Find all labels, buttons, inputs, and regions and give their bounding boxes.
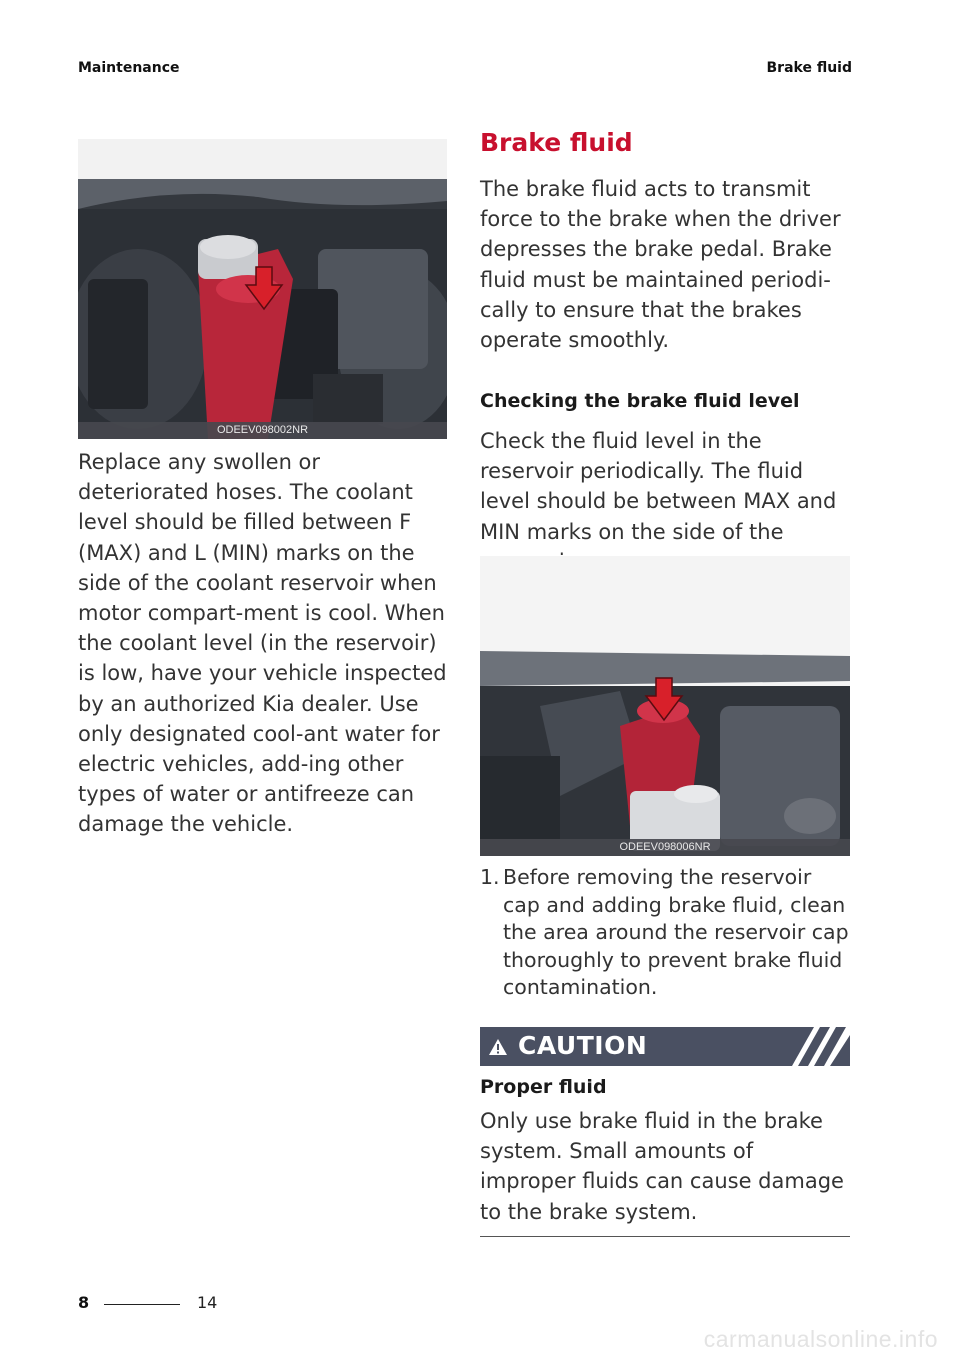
step-number: 1. — [480, 865, 500, 889]
footer-section-number: 8 — [78, 1293, 90, 1312]
intro-paragraph: The brake fluid acts to transmit force to the brake when the driver depresses the brake pedal. Brake fluid must be maintained periodi-cally to ensure that the brakes operate smoothly. — [480, 177, 841, 353]
watermark: carmanualsonline.info — [703, 1326, 938, 1352]
footer-page-number: 14 — [197, 1293, 218, 1312]
coolant-reservoir-photo — [78, 139, 447, 439]
warning-triangle-icon — [488, 1038, 508, 1056]
check-paragraph: Check the fluid level in the reservoir periodically. The fluid level should be between MAX and MIN marks on the side of the — [480, 429, 837, 544]
header-chapter: Maintenance — [78, 60, 180, 76]
red-down-arrow-icon — [644, 676, 684, 722]
steps-list — [480, 864, 852, 1002]
caution-text: Only use brake fluid in the brake system. Small amounts of improper fluids can cause damage to the brake system. — [480, 1109, 844, 1224]
caution-banner — [480, 1027, 850, 1066]
photo-caption: ODEEV098002NR — [78, 422, 447, 439]
step-text: Before removing the reservoir cap and adding brake fluid, clean the area around the reservoir cap thoroughly to prevent brake fluid contamination. — [503, 865, 849, 999]
footer-divider — [104, 1304, 180, 1305]
photo-caption: ODEEV098006NR — [480, 839, 850, 856]
red-down-arrow-icon — [244, 265, 284, 311]
brake-reservoir-photo — [480, 556, 850, 856]
caution-label: CAUTION — [518, 1031, 648, 1060]
coolant-paragraph: Replace any swollen or deteriorated hoses. The coolant level should be filled between F (MAX) and L (MIN) marks on the side of the coolant reservoir when motor compart-ment is cool. When the coolant level (in the reservoir) is low, have your vehicle inspected by an authorized Kia dealer. Use only designated cool-ant water for electric vehicles, add-ing other types of water or antifreeze can damage the vehicle. — [78, 450, 447, 837]
caution-divider — [480, 1236, 850, 1237]
list-item — [480, 864, 852, 1002]
caution-stripes — [790, 1027, 850, 1066]
header-topic: Brake fluid — [766, 60, 852, 76]
subheading: Checking the brake fluid level — [480, 390, 800, 412]
caution-title: Proper fluid — [480, 1076, 607, 1098]
section-title: Brake fluid — [480, 128, 633, 157]
